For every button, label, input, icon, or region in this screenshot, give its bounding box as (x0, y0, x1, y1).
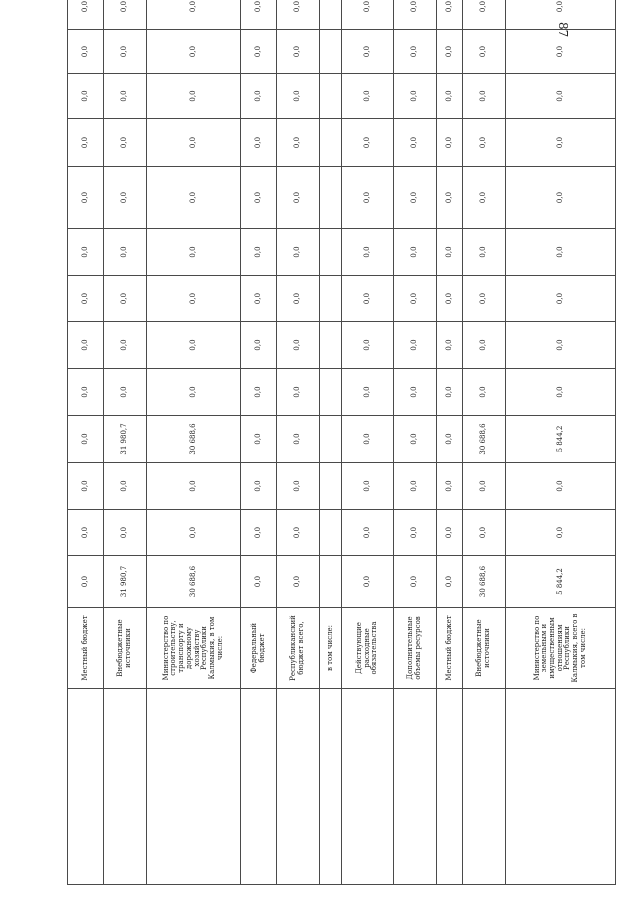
value-cell: 0,0 (437, 30, 463, 74)
value-cell: 0,0 (68, 556, 104, 608)
value-cell: 0,0 (104, 229, 147, 276)
value-cell: 0,0 (147, 0, 241, 30)
value-cell: 0,0 (147, 322, 241, 369)
value-cell: 0,0 (437, 416, 463, 463)
value-cell (320, 510, 342, 556)
value-cell: 0,0 (241, 463, 277, 510)
value-cell (320, 229, 342, 276)
value-cell: 0,0 (277, 74, 320, 119)
value-cell: 0,0 (68, 276, 104, 322)
value-cell: 0,0 (147, 119, 241, 167)
value-cell (320, 74, 342, 119)
empty-cell (437, 689, 463, 885)
value-cell: 0,0 (394, 167, 437, 229)
value-cell: 30 688,6 (463, 416, 506, 463)
value-cell: 0,0 (506, 0, 616, 30)
value-cell: 0,0 (277, 510, 320, 556)
value-cell: 0,0 (506, 167, 616, 229)
table-body (68, 0, 616, 885)
value-cell: 0,0 (394, 229, 437, 276)
value-cell: 0,0 (277, 229, 320, 276)
value-cell: 0,0 (394, 322, 437, 369)
value-cell: 0,0 (394, 119, 437, 167)
value-cell: 0,0 (463, 229, 506, 276)
value-cell: 0,0 (394, 463, 437, 510)
table-row (277, 0, 320, 885)
value-cell: 0,0 (437, 229, 463, 276)
value-cell: 0,0 (463, 30, 506, 74)
value-cell: 0,0 (506, 229, 616, 276)
empty-cell (277, 689, 320, 885)
row-label: Внебюджетные источники (104, 608, 147, 689)
value-cell: 0,0 (68, 369, 104, 416)
value-cell: 0,0 (437, 556, 463, 608)
value-cell: 0,0 (463, 0, 506, 30)
value-cell: 0,0 (104, 30, 147, 74)
row-label: Министерство по строительству, транспорту и дорожному хозяйству Республики Калмыкия, в том числе: (147, 608, 241, 689)
value-cell: 0,0 (342, 30, 394, 74)
value-cell: 0,0 (394, 0, 437, 30)
value-cell: 0,0 (506, 322, 616, 369)
value-cell: 5 844,2 (506, 416, 616, 463)
value-cell: 0,0 (241, 229, 277, 276)
value-cell: 0,0 (437, 276, 463, 322)
value-cell: 0,0 (506, 276, 616, 322)
empty-cell (506, 689, 616, 885)
value-cell (320, 463, 342, 510)
value-cell: 0,0 (104, 74, 147, 119)
value-cell: 0,0 (147, 276, 241, 322)
value-cell: 0,0 (394, 556, 437, 608)
value-cell: 0,0 (463, 276, 506, 322)
value-cell: 0,0 (277, 556, 320, 608)
value-cell: 0,0 (342, 416, 394, 463)
value-cell: 0,0 (68, 74, 104, 119)
row-label: Дополнительные объемы ресурсов (394, 608, 437, 689)
row-label: Действующие расходные обязательства (342, 608, 394, 689)
value-cell: 0,0 (241, 74, 277, 119)
value-cell: 0,0 (342, 322, 394, 369)
value-cell: 0,0 (437, 0, 463, 30)
budget-table (67, 0, 616, 885)
empty-cell (342, 689, 394, 885)
value-cell: 0,0 (437, 74, 463, 119)
row-label: в том числе: (320, 608, 342, 689)
value-cell: 0,0 (147, 229, 241, 276)
value-cell: 0,0 (342, 276, 394, 322)
value-cell: 0,0 (463, 463, 506, 510)
value-cell: 0,0 (147, 463, 241, 510)
value-cell: 0,0 (241, 119, 277, 167)
value-cell: 0,0 (277, 463, 320, 510)
value-cell: 0,0 (68, 30, 104, 74)
value-cell: 0,0 (241, 276, 277, 322)
value-cell: 0,0 (147, 369, 241, 416)
empty-cell (68, 689, 104, 885)
table-row (320, 0, 342, 885)
value-cell (320, 369, 342, 416)
value-cell: 0,0 (342, 0, 394, 30)
value-cell: 0,0 (506, 369, 616, 416)
value-cell: 0,0 (463, 74, 506, 119)
value-cell: 0,0 (277, 167, 320, 229)
value-cell: 0,0 (68, 463, 104, 510)
value-cell: 0,0 (104, 276, 147, 322)
value-cell: 0,0 (104, 322, 147, 369)
value-cell: 0,0 (342, 74, 394, 119)
value-cell: 0,0 (147, 510, 241, 556)
row-label: Федеральный бюджет (241, 608, 277, 689)
value-cell: 31 980,7 (104, 556, 147, 608)
value-cell (320, 416, 342, 463)
table-row (437, 0, 463, 885)
value-cell: 0,0 (68, 322, 104, 369)
page-number: 87 (556, 22, 570, 38)
value-cell: 0,0 (104, 119, 147, 167)
value-cell: 0,0 (147, 30, 241, 74)
value-cell: 0,0 (506, 74, 616, 119)
value-cell (320, 0, 342, 30)
value-cell: 0,0 (437, 463, 463, 510)
row-label: Местный бюджет (437, 608, 463, 689)
value-cell: 0,0 (506, 510, 616, 556)
value-cell: 0,0 (342, 510, 394, 556)
value-cell: 30 688,6 (147, 416, 241, 463)
value-cell: 0,0 (68, 510, 104, 556)
table-row (506, 0, 616, 885)
value-cell: 0,0 (342, 229, 394, 276)
value-cell: 0,0 (68, 416, 104, 463)
value-cell: 0,0 (104, 369, 147, 416)
table-row (104, 0, 147, 885)
value-cell: 30 688,6 (463, 556, 506, 608)
value-cell: 0,0 (342, 119, 394, 167)
value-cell (320, 322, 342, 369)
value-cell: 0,0 (68, 119, 104, 167)
value-cell: 0,0 (463, 510, 506, 556)
value-cell: 0,0 (437, 167, 463, 229)
value-cell: 0,0 (104, 510, 147, 556)
table-row (394, 0, 437, 885)
value-cell: 0,0 (241, 322, 277, 369)
value-cell: 0,0 (394, 74, 437, 119)
row-label: Местный бюджет (68, 608, 104, 689)
value-cell: 0,0 (506, 30, 616, 74)
value-cell: 0,0 (463, 167, 506, 229)
value-cell: 0,0 (241, 369, 277, 416)
value-cell: 5 844,2 (506, 556, 616, 608)
value-cell: 0,0 (463, 369, 506, 416)
empty-cell (241, 689, 277, 885)
value-cell: 0,0 (277, 30, 320, 74)
value-cell: 0,0 (241, 30, 277, 74)
value-cell: 0,0 (437, 119, 463, 167)
table-row (342, 0, 394, 885)
value-cell: 0,0 (277, 416, 320, 463)
value-cell: 0,0 (68, 167, 104, 229)
row-label: Республиканский бюджет всего, (277, 608, 320, 689)
value-cell: 0,0 (394, 510, 437, 556)
table-row (147, 0, 241, 885)
value-cell (320, 30, 342, 74)
value-cell: 0,0 (277, 322, 320, 369)
row-label: Министерство по земельным и имущественным отношениям Республики Калмыкия, всего в том числе: (506, 608, 616, 689)
value-cell: 0,0 (394, 369, 437, 416)
value-cell: 0,0 (104, 463, 147, 510)
value-cell: 0,0 (104, 0, 147, 30)
value-cell: 0,0 (394, 30, 437, 74)
value-cell: 0,0 (241, 416, 277, 463)
value-cell: 0,0 (506, 119, 616, 167)
value-cell: 0,0 (437, 369, 463, 416)
value-cell: 31 980,7 (104, 416, 147, 463)
empty-cell (320, 689, 342, 885)
value-cell: 0,0 (241, 0, 277, 30)
value-cell: 0,0 (342, 369, 394, 416)
table-row (241, 0, 277, 885)
value-cell: 0,0 (68, 0, 104, 30)
value-cell (320, 556, 342, 608)
value-cell: 0,0 (277, 0, 320, 30)
value-cell: 0,0 (342, 556, 394, 608)
table-row (68, 0, 104, 885)
value-cell: 0,0 (437, 322, 463, 369)
value-cell: 30 688,6 (147, 556, 241, 608)
value-cell: 0,0 (104, 167, 147, 229)
table-row (463, 0, 506, 885)
value-cell: 0,0 (277, 369, 320, 416)
value-cell: 0,0 (147, 167, 241, 229)
value-cell: 0,0 (241, 167, 277, 229)
value-cell: 0,0 (437, 510, 463, 556)
value-cell: 0,0 (342, 463, 394, 510)
value-cell: 0,0 (463, 322, 506, 369)
value-cell: 0,0 (277, 276, 320, 322)
value-cell: 0,0 (394, 276, 437, 322)
value-cell: 0,0 (241, 556, 277, 608)
value-cell: 0,0 (342, 167, 394, 229)
value-cell: 0,0 (277, 119, 320, 167)
empty-cell (147, 689, 241, 885)
empty-cell (463, 689, 506, 885)
empty-cell (104, 689, 147, 885)
value-cell: 0,0 (394, 416, 437, 463)
row-label: Внебюджетные источники (463, 608, 506, 689)
value-cell: 0,0 (68, 229, 104, 276)
value-cell: 0,0 (241, 510, 277, 556)
empty-cell (394, 689, 437, 885)
value-cell: 0,0 (506, 463, 616, 510)
value-cell: 0,0 (147, 74, 241, 119)
value-cell: 0,0 (463, 119, 506, 167)
value-cell (320, 276, 342, 322)
value-cell (320, 119, 342, 167)
value-cell (320, 167, 342, 229)
